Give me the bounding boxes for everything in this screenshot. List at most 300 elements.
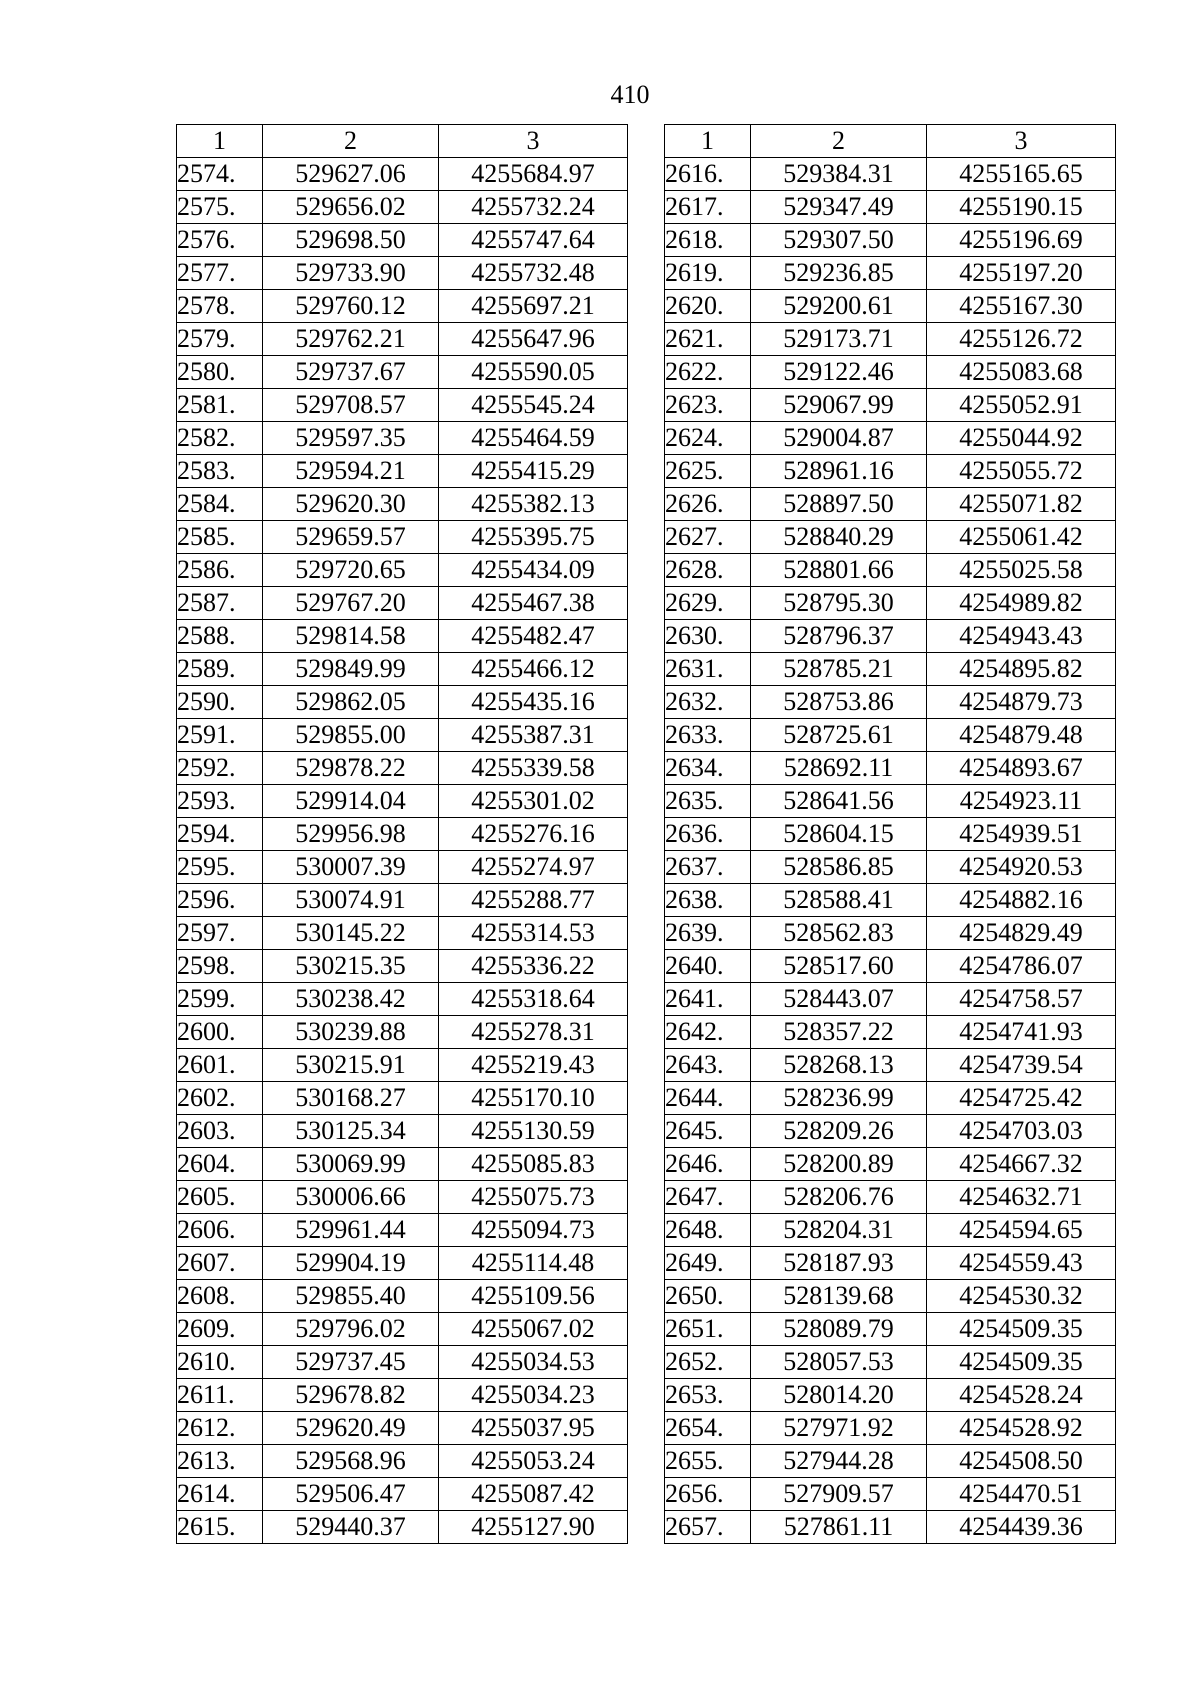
y-coordinate-cell: 4255415.29 <box>439 455 628 488</box>
point-number-cell: 2609. <box>177 1313 263 1346</box>
x-coordinate-cell: 528209.26 <box>751 1115 927 1148</box>
x-coordinate-cell: 529656.02 <box>263 191 439 224</box>
x-coordinate-cell: 529594.21 <box>263 455 439 488</box>
table-header-row <box>177 125 628 158</box>
y-coordinate-cell: 4254667.32 <box>927 1148 1116 1181</box>
table-row <box>665 1313 1116 1346</box>
y-coordinate-cell: 4255083.68 <box>927 356 1116 389</box>
x-coordinate-cell: 528200.89 <box>751 1148 927 1181</box>
point-number-cell: 2651. <box>665 1313 751 1346</box>
table-row <box>665 587 1116 620</box>
point-number-cell: 2591. <box>177 719 263 752</box>
point-number-cell: 2595. <box>177 851 263 884</box>
y-coordinate-cell: 4254920.53 <box>927 851 1116 884</box>
y-coordinate-cell: 4254594.65 <box>927 1214 1116 1247</box>
x-coordinate-cell: 530069.99 <box>263 1148 439 1181</box>
y-coordinate-cell: 4255382.13 <box>439 488 628 521</box>
point-number-cell: 2644. <box>665 1082 751 1115</box>
point-number-cell: 2605. <box>177 1181 263 1214</box>
x-coordinate-cell: 529004.87 <box>751 422 927 455</box>
x-coordinate-cell: 529620.30 <box>263 488 439 521</box>
table-row <box>665 422 1116 455</box>
y-coordinate-cell: 4255464.59 <box>439 422 628 455</box>
y-coordinate-cell: 4255052.91 <box>927 389 1116 422</box>
x-coordinate-cell: 529760.12 <box>263 290 439 323</box>
point-number-cell: 2613. <box>177 1445 263 1478</box>
y-coordinate-cell: 4254758.57 <box>927 983 1116 1016</box>
table-row <box>665 1214 1116 1247</box>
y-coordinate-cell: 4255274.97 <box>439 851 628 884</box>
x-coordinate-cell: 528206.76 <box>751 1181 927 1214</box>
table-row <box>665 1016 1116 1049</box>
table-row <box>665 1148 1116 1181</box>
y-coordinate-cell: 4255697.21 <box>439 290 628 323</box>
y-coordinate-cell: 4255387.31 <box>439 719 628 752</box>
table-row <box>665 884 1116 917</box>
table-row <box>177 1181 628 1214</box>
x-coordinate-cell: 529708.57 <box>263 389 439 422</box>
y-coordinate-cell: 4255196.69 <box>927 224 1116 257</box>
point-number-cell: 2655. <box>665 1445 751 1478</box>
table-row <box>177 1379 628 1412</box>
y-coordinate-cell: 4255732.48 <box>439 257 628 290</box>
table-row <box>177 389 628 422</box>
table-row <box>177 1280 628 1313</box>
point-number-cell: 2645. <box>665 1115 751 1148</box>
point-number-cell: 2593. <box>177 785 263 818</box>
y-coordinate-cell: 4254895.82 <box>927 653 1116 686</box>
y-coordinate-cell: 4255055.72 <box>927 455 1116 488</box>
x-coordinate-cell: 529767.20 <box>263 587 439 620</box>
point-number-cell: 2629. <box>665 587 751 620</box>
x-coordinate-cell: 528785.21 <box>751 653 927 686</box>
y-coordinate-cell: 4254939.51 <box>927 818 1116 851</box>
x-coordinate-cell: 529737.67 <box>263 356 439 389</box>
table-row <box>177 257 628 290</box>
table-row <box>177 191 628 224</box>
y-coordinate-cell: 4255276.16 <box>439 818 628 851</box>
point-number-cell: 2618. <box>665 224 751 257</box>
point-number-cell: 2632. <box>665 686 751 719</box>
x-coordinate-cell: 529659.57 <box>263 521 439 554</box>
table-row <box>665 1280 1116 1313</box>
table-row <box>665 1478 1116 1511</box>
table-row <box>177 620 628 653</box>
x-coordinate-cell: 529855.40 <box>263 1280 439 1313</box>
x-coordinate-cell: 528268.13 <box>751 1049 927 1082</box>
point-number-cell: 2657. <box>665 1511 751 1544</box>
y-coordinate-cell: 4254509.35 <box>927 1313 1116 1346</box>
point-number-cell: 2635. <box>665 785 751 818</box>
x-coordinate-cell: 528562.83 <box>751 917 927 950</box>
table-row <box>177 983 628 1016</box>
y-coordinate-cell: 4254893.67 <box>927 752 1116 785</box>
x-coordinate-cell: 528357.22 <box>751 1016 927 1049</box>
point-number-cell: 2654. <box>665 1412 751 1445</box>
x-coordinate-cell: 528753.86 <box>751 686 927 719</box>
point-number-cell: 2649. <box>665 1247 751 1280</box>
table-row <box>665 653 1116 686</box>
table-row <box>665 620 1116 653</box>
x-coordinate-cell: 529961.44 <box>263 1214 439 1247</box>
point-number-cell: 2607. <box>177 1247 263 1280</box>
table-header-row <box>665 125 1116 158</box>
table-row <box>665 158 1116 191</box>
y-coordinate-cell: 4255034.23 <box>439 1379 628 1412</box>
table-row <box>177 1016 628 1049</box>
x-coordinate-cell: 528795.30 <box>751 587 927 620</box>
x-coordinate-cell: 528236.99 <box>751 1082 927 1115</box>
point-number-cell: 2634. <box>665 752 751 785</box>
x-coordinate-cell: 529855.00 <box>263 719 439 752</box>
y-coordinate-cell: 4255085.83 <box>439 1148 628 1181</box>
x-coordinate-cell: 529862.05 <box>263 686 439 719</box>
table-row <box>665 1049 1116 1082</box>
table-row <box>177 356 628 389</box>
table-row <box>665 521 1116 554</box>
y-coordinate-cell: 4255545.24 <box>439 389 628 422</box>
point-number-cell: 2583. <box>177 455 263 488</box>
x-coordinate-cell: 529737.45 <box>263 1346 439 1379</box>
x-coordinate-cell: 527861.11 <box>751 1511 927 1544</box>
point-number-cell: 2574. <box>177 158 263 191</box>
y-coordinate-cell: 4255339.58 <box>439 752 628 785</box>
y-coordinate-cell: 4254559.43 <box>927 1247 1116 1280</box>
point-number-cell: 2603. <box>177 1115 263 1148</box>
y-coordinate-cell: 4254439.36 <box>927 1511 1116 1544</box>
x-coordinate-cell: 530006.66 <box>263 1181 439 1214</box>
x-coordinate-cell: 527971.92 <box>751 1412 927 1445</box>
x-coordinate-cell: 529506.47 <box>263 1478 439 1511</box>
y-coordinate-cell: 4254923.11 <box>927 785 1116 818</box>
x-coordinate-cell: 530007.39 <box>263 851 439 884</box>
point-number-cell: 2633. <box>665 719 751 752</box>
point-number-cell: 2601. <box>177 1049 263 1082</box>
y-coordinate-cell: 4255071.82 <box>927 488 1116 521</box>
y-coordinate-cell: 4254530.32 <box>927 1280 1116 1313</box>
point-number-cell: 2600. <box>177 1016 263 1049</box>
point-number-cell: 2656. <box>665 1478 751 1511</box>
x-coordinate-cell: 529733.90 <box>263 257 439 290</box>
table-row <box>177 686 628 719</box>
point-number-cell: 2630. <box>665 620 751 653</box>
point-number-cell: 2592. <box>177 752 263 785</box>
x-coordinate-cell: 530215.91 <box>263 1049 439 1082</box>
table-row <box>177 1082 628 1115</box>
y-coordinate-cell: 4255127.90 <box>439 1511 628 1544</box>
x-coordinate-cell: 528725.61 <box>751 719 927 752</box>
point-number-cell: 2604. <box>177 1148 263 1181</box>
table-row <box>177 719 628 752</box>
table-row <box>177 587 628 620</box>
table-row <box>177 950 628 983</box>
point-number-cell: 2621. <box>665 323 751 356</box>
table-row <box>665 1511 1116 1544</box>
table-row <box>177 1346 628 1379</box>
table-row <box>665 785 1116 818</box>
table-row <box>177 1148 628 1181</box>
y-coordinate-cell: 4255075.73 <box>439 1181 628 1214</box>
table-row <box>665 1115 1116 1148</box>
point-number-cell: 2614. <box>177 1478 263 1511</box>
table-row <box>177 455 628 488</box>
y-coordinate-cell: 4255034.53 <box>439 1346 628 1379</box>
table-row <box>177 1313 628 1346</box>
x-coordinate-cell: 529796.02 <box>263 1313 439 1346</box>
x-coordinate-cell: 530215.35 <box>263 950 439 983</box>
point-number-cell: 2585. <box>177 521 263 554</box>
table-row <box>665 818 1116 851</box>
y-coordinate-cell: 4255747.64 <box>439 224 628 257</box>
y-coordinate-cell: 4255025.58 <box>927 554 1116 587</box>
y-coordinate-cell: 4254632.71 <box>927 1181 1116 1214</box>
x-coordinate-cell: 528840.29 <box>751 521 927 554</box>
point-number-cell: 2612. <box>177 1412 263 1445</box>
y-coordinate-cell: 4255053.24 <box>439 1445 628 1478</box>
y-coordinate-cell: 4255467.38 <box>439 587 628 620</box>
table-row <box>177 1412 628 1445</box>
point-number-cell: 2642. <box>665 1016 751 1049</box>
y-coordinate-cell: 4255061.42 <box>927 521 1116 554</box>
point-number-cell: 2599. <box>177 983 263 1016</box>
column-header-3: 3 <box>439 125 628 158</box>
y-coordinate-cell: 4254786.07 <box>927 950 1116 983</box>
point-number-cell: 2637. <box>665 851 751 884</box>
y-coordinate-cell: 4254829.49 <box>927 917 1116 950</box>
y-coordinate-cell: 4255170.10 <box>439 1082 628 1115</box>
x-coordinate-cell: 528187.93 <box>751 1247 927 1280</box>
y-coordinate-cell: 4255167.30 <box>927 290 1116 323</box>
table-row <box>665 752 1116 785</box>
point-number-cell: 2576. <box>177 224 263 257</box>
coordinates-table-left <box>176 124 628 1544</box>
point-number-cell: 2643. <box>665 1049 751 1082</box>
point-number-cell: 2617. <box>665 191 751 224</box>
table-row <box>665 323 1116 356</box>
table-row <box>177 488 628 521</box>
x-coordinate-cell: 528517.60 <box>751 950 927 983</box>
point-number-cell: 2640. <box>665 950 751 983</box>
point-number-cell: 2590. <box>177 686 263 719</box>
x-coordinate-cell: 529384.31 <box>751 158 927 191</box>
y-coordinate-cell: 4255044.92 <box>927 422 1116 455</box>
x-coordinate-cell: 528801.66 <box>751 554 927 587</box>
point-number-cell: 2620. <box>665 290 751 323</box>
x-coordinate-cell: 529956.98 <box>263 818 439 851</box>
point-number-cell: 2641. <box>665 983 751 1016</box>
x-coordinate-cell: 528588.41 <box>751 884 927 917</box>
x-coordinate-cell: 528897.50 <box>751 488 927 521</box>
y-coordinate-cell: 4254882.16 <box>927 884 1116 917</box>
table-row <box>665 455 1116 488</box>
y-coordinate-cell: 4255647.96 <box>439 323 628 356</box>
x-coordinate-cell: 529568.96 <box>263 1445 439 1478</box>
x-coordinate-cell: 529627.06 <box>263 158 439 191</box>
table-row <box>665 1247 1116 1280</box>
y-coordinate-cell: 4254703.03 <box>927 1115 1116 1148</box>
table-row <box>177 818 628 851</box>
y-coordinate-cell: 4255466.12 <box>439 653 628 686</box>
x-coordinate-cell: 528204.31 <box>751 1214 927 1247</box>
y-coordinate-cell: 4255314.53 <box>439 917 628 950</box>
x-coordinate-cell: 530125.34 <box>263 1115 439 1148</box>
y-coordinate-cell: 4254725.42 <box>927 1082 1116 1115</box>
x-coordinate-cell: 529122.46 <box>751 356 927 389</box>
point-number-cell: 2575. <box>177 191 263 224</box>
y-coordinate-cell: 4254508.50 <box>927 1445 1116 1478</box>
table-row <box>665 1082 1116 1115</box>
point-number-cell: 2602. <box>177 1082 263 1115</box>
point-number-cell: 2587. <box>177 587 263 620</box>
x-coordinate-cell: 530168.27 <box>263 1082 439 1115</box>
table-row <box>177 323 628 356</box>
x-coordinate-cell: 530238.42 <box>263 983 439 1016</box>
x-coordinate-cell: 529762.21 <box>263 323 439 356</box>
point-number-cell: 2626. <box>665 488 751 521</box>
point-number-cell: 2623. <box>665 389 751 422</box>
table-row <box>665 686 1116 719</box>
point-number-cell: 2647. <box>665 1181 751 1214</box>
x-coordinate-cell: 528641.56 <box>751 785 927 818</box>
x-coordinate-cell: 529904.19 <box>263 1247 439 1280</box>
point-number-cell: 2624. <box>665 422 751 455</box>
x-coordinate-cell: 529878.22 <box>263 752 439 785</box>
table-row <box>665 1346 1116 1379</box>
point-number-cell: 2589. <box>177 653 263 686</box>
point-number-cell: 2639. <box>665 917 751 950</box>
table-row <box>177 158 628 191</box>
table-row <box>177 290 628 323</box>
table-row <box>665 719 1116 752</box>
x-coordinate-cell: 528443.07 <box>751 983 927 1016</box>
table-row <box>177 422 628 455</box>
column-header-1: 1 <box>177 125 263 158</box>
table-row <box>665 356 1116 389</box>
point-number-cell: 2616. <box>665 158 751 191</box>
point-number-cell: 2608. <box>177 1280 263 1313</box>
table-row <box>665 290 1116 323</box>
x-coordinate-cell: 529814.58 <box>263 620 439 653</box>
y-coordinate-cell: 4254741.93 <box>927 1016 1116 1049</box>
y-coordinate-cell: 4255435.16 <box>439 686 628 719</box>
y-coordinate-cell: 4255067.02 <box>439 1313 628 1346</box>
table-row <box>665 983 1116 1016</box>
table-row <box>665 257 1116 290</box>
point-number-cell: 2588. <box>177 620 263 653</box>
column-header-1: 1 <box>665 125 751 158</box>
table-row <box>177 1049 628 1082</box>
x-coordinate-cell: 529236.85 <box>751 257 927 290</box>
y-coordinate-cell: 4255395.75 <box>439 521 628 554</box>
point-number-cell: 2636. <box>665 818 751 851</box>
y-coordinate-cell: 4255087.42 <box>439 1478 628 1511</box>
table-row <box>177 917 628 950</box>
table-row <box>177 224 628 257</box>
table-row <box>177 752 628 785</box>
point-number-cell: 2594. <box>177 818 263 851</box>
point-number-cell: 2586. <box>177 554 263 587</box>
point-number-cell: 2638. <box>665 884 751 917</box>
column-header-3: 3 <box>927 125 1116 158</box>
point-number-cell: 2615. <box>177 1511 263 1544</box>
table-row <box>177 884 628 917</box>
table-row <box>177 1445 628 1478</box>
y-coordinate-cell: 4255109.56 <box>439 1280 628 1313</box>
y-coordinate-cell: 4255219.43 <box>439 1049 628 1082</box>
y-coordinate-cell: 4254528.24 <box>927 1379 1116 1412</box>
y-coordinate-cell: 4254528.92 <box>927 1412 1116 1445</box>
table-row <box>665 917 1116 950</box>
point-number-cell: 2625. <box>665 455 751 488</box>
y-coordinate-cell: 4255336.22 <box>439 950 628 983</box>
x-coordinate-cell: 530074.91 <box>263 884 439 917</box>
x-coordinate-cell: 529720.65 <box>263 554 439 587</box>
point-number-cell: 2653. <box>665 1379 751 1412</box>
x-coordinate-cell: 529200.61 <box>751 290 927 323</box>
y-coordinate-cell: 4255094.73 <box>439 1214 628 1247</box>
table-row <box>665 1181 1116 1214</box>
table-row <box>177 1511 628 1544</box>
y-coordinate-cell: 4255482.47 <box>439 620 628 653</box>
x-coordinate-cell: 529914.04 <box>263 785 439 818</box>
y-coordinate-cell: 4255130.59 <box>439 1115 628 1148</box>
y-coordinate-cell: 4255318.64 <box>439 983 628 1016</box>
page-number: 410 <box>610 80 650 109</box>
table-row <box>177 521 628 554</box>
table-row <box>665 851 1116 884</box>
point-number-cell: 2578. <box>177 290 263 323</box>
x-coordinate-cell: 528604.15 <box>751 818 927 851</box>
point-number-cell: 2610. <box>177 1346 263 1379</box>
y-coordinate-cell: 4255278.31 <box>439 1016 628 1049</box>
y-coordinate-cell: 4255288.77 <box>439 884 628 917</box>
point-number-cell: 2582. <box>177 422 263 455</box>
y-coordinate-cell: 4255126.72 <box>927 323 1116 356</box>
table-row <box>665 389 1116 422</box>
point-number-cell: 2579. <box>177 323 263 356</box>
table-row <box>665 191 1116 224</box>
x-coordinate-cell: 528014.20 <box>751 1379 927 1412</box>
table-row <box>665 554 1116 587</box>
y-coordinate-cell: 4254739.54 <box>927 1049 1116 1082</box>
point-number-cell: 2598. <box>177 950 263 983</box>
x-coordinate-cell: 529620.49 <box>263 1412 439 1445</box>
table-row <box>177 554 628 587</box>
point-number-cell: 2650. <box>665 1280 751 1313</box>
x-coordinate-cell: 529307.50 <box>751 224 927 257</box>
table-row <box>665 950 1116 983</box>
y-coordinate-cell: 4255590.05 <box>439 356 628 389</box>
point-number-cell: 2580. <box>177 356 263 389</box>
point-number-cell: 2596. <box>177 884 263 917</box>
table-row <box>665 1445 1116 1478</box>
table-row <box>665 224 1116 257</box>
x-coordinate-cell: 528057.53 <box>751 1346 927 1379</box>
table-row <box>177 653 628 686</box>
x-coordinate-cell: 528089.79 <box>751 1313 927 1346</box>
point-number-cell: 2619. <box>665 257 751 290</box>
point-number-cell: 2627. <box>665 521 751 554</box>
table-row <box>177 1478 628 1511</box>
x-coordinate-cell: 528692.11 <box>751 752 927 785</box>
x-coordinate-cell: 528139.68 <box>751 1280 927 1313</box>
point-number-cell: 2648. <box>665 1214 751 1247</box>
x-coordinate-cell: 528796.37 <box>751 620 927 653</box>
x-coordinate-cell: 529067.99 <box>751 389 927 422</box>
y-coordinate-cell: 4254989.82 <box>927 587 1116 620</box>
point-number-cell: 2581. <box>177 389 263 422</box>
y-coordinate-cell: 4255037.95 <box>439 1412 628 1445</box>
